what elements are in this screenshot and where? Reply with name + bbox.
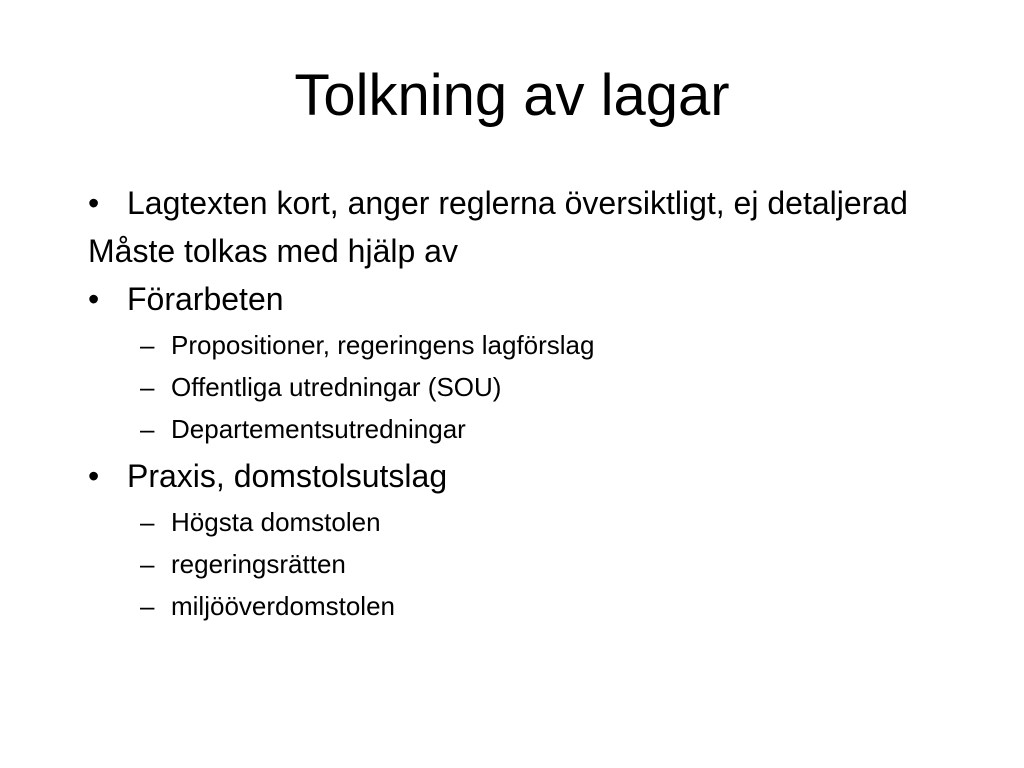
sub-bullet-text: miljööverdomstolen (171, 591, 395, 621)
bullet-icon: • (88, 458, 100, 494)
sub-bullet-item (88, 414, 948, 444)
bullet-item (88, 282, 948, 316)
bullet-icon: • (88, 185, 100, 221)
sub-bullet-text: Offentliga utredningar (SOU) (171, 372, 502, 402)
sub-bullet-item (88, 549, 948, 579)
bullet-text: Förarbeten (127, 281, 284, 317)
sub-bullet-text: Departementsutredningar (171, 414, 466, 444)
bullet-text: Praxis, domstolsutslag (127, 458, 448, 494)
dash-icon: – (140, 591, 155, 621)
sub-bullet-item (88, 591, 948, 621)
dash-icon: – (140, 330, 155, 360)
bullet-icon: • (88, 281, 100, 317)
bullet-item (88, 459, 948, 493)
sub-bullet-item (88, 330, 948, 360)
plain-text: Måste tolkas med hjälp av (88, 233, 458, 269)
sub-bullet-text: Propositioner, regeringens lagförslag (171, 330, 595, 360)
slide-title: Tolkning av lagar (294, 63, 730, 128)
dash-icon: – (140, 507, 155, 537)
sub-bullet-text: regeringsrätten (171, 549, 346, 579)
sub-bullet-item (88, 372, 948, 402)
dash-icon: – (140, 549, 155, 579)
bullet-item (88, 186, 948, 220)
sub-bullet-text: Högsta domstolen (171, 507, 381, 537)
dash-icon: – (140, 372, 155, 402)
sub-bullet-item (88, 507, 948, 537)
bullet-text: Lagtexten kort, anger reglerna översiktligt, ej detaljerad (127, 185, 908, 221)
slide-content (88, 186, 948, 633)
dash-icon: – (140, 414, 155, 444)
